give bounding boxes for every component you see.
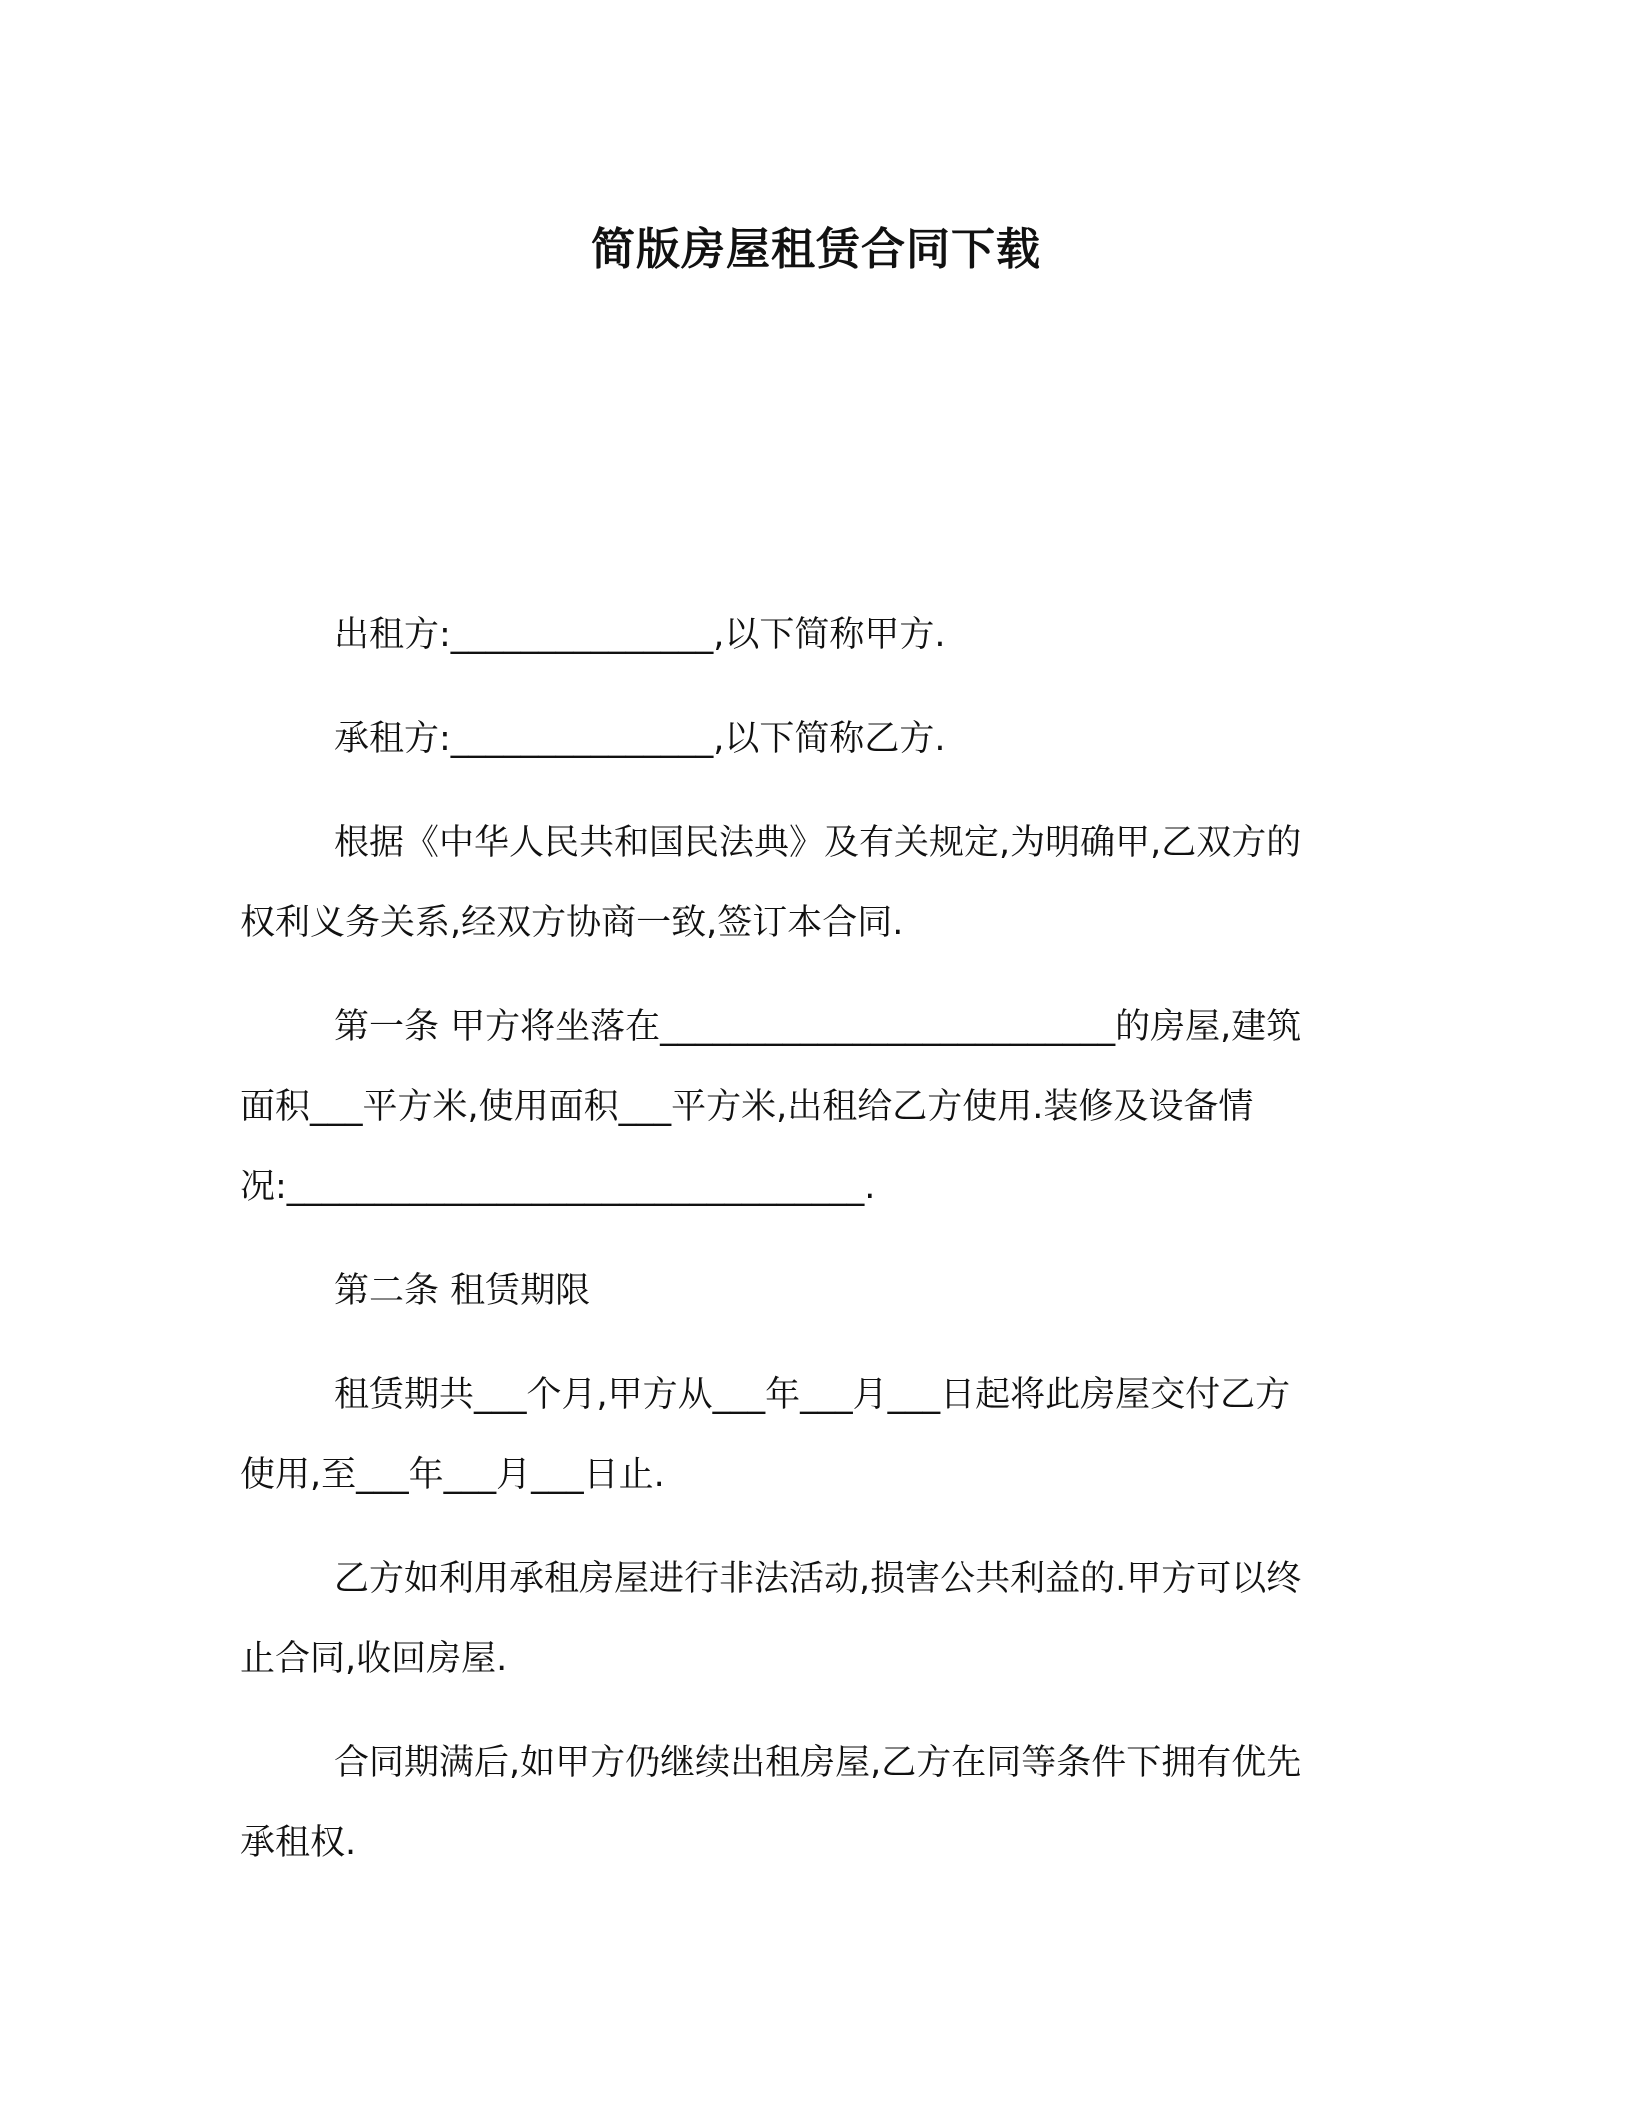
text-line: 止合同,收回房屋. <box>240 1639 508 1679</box>
article-two-heading <box>240 1251 1380 1331</box>
text-line: 况:_________________________________. <box>240 1167 876 1207</box>
text-line: 租赁期共___个月,甲方从___年___月___日起将此房屋交付乙方 <box>334 1375 1291 1415</box>
text-line: 乙方如利用承租房屋进行非法活动,损害公共利益的.甲方可以终 <box>334 1559 1302 1599</box>
text-line: 第一条 甲方将坐落在__________________________的房屋,建筑 <box>334 1007 1302 1047</box>
article-one-paragraph <box>240 987 1380 1227</box>
renewal-priority-paragraph <box>240 1723 1380 1883</box>
illegal-use-paragraph <box>240 1539 1380 1699</box>
text-line: 使用,至___年___月___日止. <box>240 1455 665 1495</box>
text-line: 根据《中华人民共和国民法典》及有关规定,为明确甲,乙双方的 <box>334 823 1302 863</box>
text-line: 面积___平方米,使用面积___平方米,出租给乙方使用.装修及设备情 <box>240 1087 1254 1127</box>
lessor-line <box>240 595 1380 675</box>
text-line: 权利义务关系,经双方协商一致,签订本合同. <box>240 903 904 943</box>
document-body <box>240 595 1380 1907</box>
text-line: 承租方:_______________,以下简称乙方. <box>334 719 946 759</box>
document-title: 简版房屋租赁合同下载 <box>591 224 1041 275</box>
text-line: 出租方:_______________,以下简称甲方. <box>334 615 946 655</box>
lease-term-paragraph <box>240 1355 1380 1515</box>
lessee-line <box>240 699 1380 779</box>
text-line: 合同期满后,如甲方仍继续出租房屋,乙方在同等条件下拥有优先 <box>334 1743 1302 1783</box>
text-line: 承租权. <box>240 1823 357 1863</box>
text-line: 第二条 租赁期限 <box>334 1271 591 1311</box>
preamble-paragraph <box>240 803 1380 963</box>
